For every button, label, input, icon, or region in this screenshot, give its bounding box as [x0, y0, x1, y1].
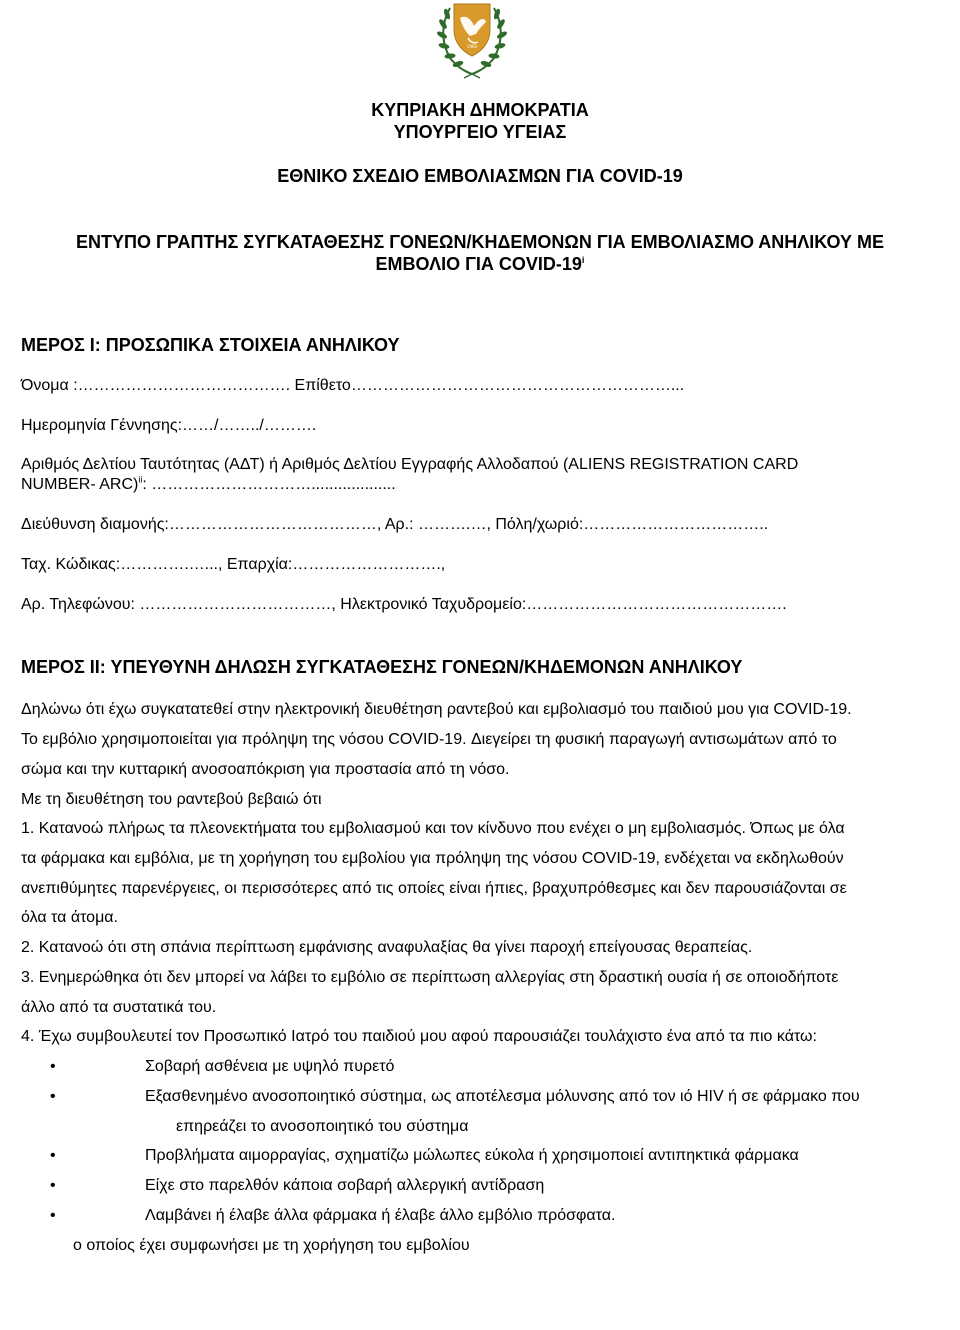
endnote-marker: i [581, 255, 585, 265]
endnote-marker: ii [138, 474, 143, 485]
bullet-item: Εξασθενημένο ανοσοποιητικό σύστημα, ως αποτέλεσμα μόλυνσης από τον ιό HIV ή σε φάρμακο που [145, 1088, 860, 1105]
bullet-item: Είχε στο παρελθόν κάποια σοβαρή αλλεργική αντίδραση [145, 1177, 545, 1194]
declaration-line: όλα τα άτομα. [21, 909, 118, 926]
form-title-line-2 [0, 253, 960, 275]
id-number-label: Αριθμός Δελτίου Ταυτότητας (ΑΔΤ) ή Αριθμός Δελτίου Εγγραφής Αλλοδαπού (ALIENS REGISTRATION CARD [21, 456, 799, 473]
declaration-line: Με τη διευθέτηση του ραντεβού βεβαιώ ότι [21, 791, 322, 808]
ministry-title: ΥΠΟΥΡΓΕΙΟ ΥΓΕΙΑΣ [393, 122, 567, 142]
declaration-line: Το εμβόλιο χρησιμοποιείται για πρόληψη της νόσου COVID-19. Διεγείρει τη φυσική παραγωγή αντισωμάτων από το [21, 731, 837, 748]
id-number-blank: : …………………………................... [142, 476, 396, 493]
bullet-item: Σοβαρή ασθένεια με υψηλό πυρετό [145, 1058, 395, 1075]
declaration-line: ανεπιθύμητες παρενέργειες, οι περισσότερες από τις οποίες είναι ήπιες, βραχυπρόθεσμες και δεν παρουσιάζονται σε [21, 880, 847, 897]
bullet-marker: • [50, 1177, 56, 1194]
bullet-item-continued: επηρεάζει το ανοσοποιητικό του σύστημα [176, 1118, 469, 1135]
declaration-line: 4. Έχω συμβουλευτεί τον Προσωπικό Ιατρό του παιδιού μου αφού παρουσιάζει τουλάχιστο ένα από τα πιο κάτω: [21, 1028, 817, 1045]
date-of-birth-field[interactable]: Ημερομηνία Γέννησης:……/……../………. [21, 417, 317, 434]
id-number-field[interactable] [21, 475, 396, 495]
bullet-marker: • [50, 1058, 56, 1075]
declaration-line: Δηλώνω ότι έχω συγκατατεθεί στην ηλεκτρονική διευθέτηση ραντεβού και εμβολιασμό του παιδιού μου για COVID-19. [21, 701, 852, 718]
arc-label: NUMBER- ARC) [21, 476, 139, 493]
form-title-text: ΕΜΒΟΛΙΟ ΓΙΑ COVID-19 [375, 254, 582, 274]
bullet-item: Λαμβάνει ή έλαβε άλλα φάρμακα ή έλαβε άλλο εμβόλιο πρόσφατα. [145, 1207, 616, 1224]
name-surname-field[interactable]: Όνομα :…………………………………. Επίθετο……………………………………………………... [21, 377, 685, 394]
phone-email-field[interactable]: Αρ. Τηλεφώνου: ………………………………, Ηλεκτρονικό Ταχυδρομείο:…………………………………………. [21, 596, 787, 613]
declaration-line: 1. Κατανοώ πλήρως τα πλεονεκτήματα του εμβολιασμού και τον κίνδυνο που ενέχει ο μη εμβολιασμός. Όπως με όλα [21, 820, 845, 837]
declaration-line: άλλο από τα συστατικά του. [21, 999, 217, 1016]
bullet-marker: • [50, 1147, 56, 1164]
part-2-heading: ΜΕΡΟΣ ΙΙ: ΥΠΕΥΘΥΝΗ ΔΗΛΩΣΗ ΣΥΓΚΑΤΑΘΕΣΗΣ ΓΟΝΕΩΝ/ΚΗΔΕΜΟΝΩΝ ΑΝΗΛΙΚΟΥ [21, 657, 743, 677]
bullet-item: Προβλήματα αιμορραγίας, σχηματίζω μώλωπες εύκολα ή χρησιμοποιεί αντιπηκτικά φάρμακα [145, 1147, 799, 1164]
address-field[interactable]: Διεύθυνση διαμονής:…………………………………, Αρ.: ……….…, Πόλη/χωριό:…………………………….. [21, 516, 769, 533]
bullet-marker: • [50, 1088, 56, 1105]
part-1-heading: ΜΕΡΟΣ Ι: ΠΡΟΣΩΠΙΚΑ ΣΤΟΙΧΕΙΑ ΑΝΗΛΙΚΟΥ [21, 335, 400, 355]
republic-title: ΚΥΠΡΙΑΚΗ ΔΗΜΟΚΡΑΤΙΑ [371, 100, 589, 120]
coat-of-arms-emblem [420, 0, 524, 80]
declaration-line: τα φάρμακα και εμβόλια, με τη χορήγηση του εμβολίου για πρόληψη της νόσου COVID-19, ενδέχεται να εκδηλωθούν [21, 850, 844, 867]
closing-statement: ο οποίος έχει συμφωνήσει με τη χορήγηση του εμβολίου [73, 1237, 470, 1254]
postal-code-district-field[interactable]: Ταχ. Κώδικας:………….…..., Επαρχία:………………………., [21, 556, 446, 573]
bullet-marker: • [50, 1207, 56, 1224]
declaration-line: 3. Ενημερώθηκα ότι δεν μπορεί να λάβει το εμβόλιο σε περίπτωση αλλεργίας στη δραστική ουσία ή σε οποιοδήποτε [21, 969, 839, 986]
declaration-line: 2. Κατανοώ ότι στη σπάνια περίπτωση εμφάνισης αναφυλαξίας θα γίνει παροχή επείγουσας θεραπείας. [21, 939, 753, 956]
vaccination-plan-title: ΕΘΝΙΚΟ ΣΧΕΔΙΟ ΕΜΒΟΛΙΑΣΜΩΝ ΓΙΑ COVID-19 [277, 166, 683, 186]
form-title-line-1: ΕΝΤΥΠΟ ΓΡΑΠΤΗΣ ΣΥΓΚΑΤΑΘΕΣΗΣ ΓΟΝΕΩΝ/ΚΗΔΕΜΟΝΩΝ ΓΙΑ ΕΜΒΟΛΙΑΣΜΟ ΑΝΗΛΙΚΟΥ ΜΕ [76, 232, 884, 252]
svg-text:1960: 1960 [466, 44, 478, 49]
declaration-line: σώμα και την κυτταρική ανοσοαπόκριση για προστασία από τη νόσο. [21, 761, 510, 778]
